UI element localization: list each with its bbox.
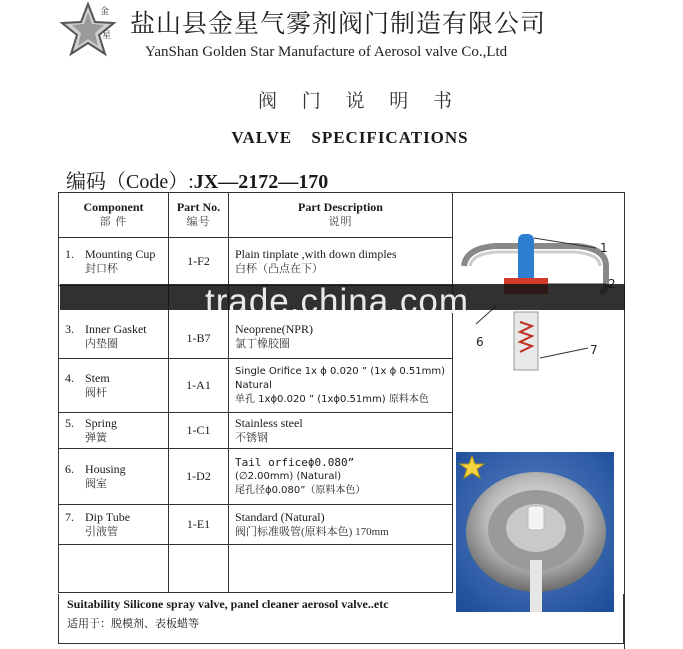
description-cell: Plain tinplate ,with down dimples 白杯（凸点在下）	[229, 238, 453, 286]
table-header-row	[59, 193, 453, 238]
table-row	[59, 359, 453, 413]
component-cell: 3. Inner Gasket 内垫圈	[59, 286, 169, 359]
table-row	[59, 413, 453, 449]
part-no-cell: 1-B7	[169, 286, 229, 359]
part-no-cell: 1-F2	[169, 238, 229, 286]
diagram-label: 1	[600, 241, 608, 255]
housing-shape	[514, 312, 538, 370]
suitability-en: Suitability Silicone spray valve, panel cleaner aerosol valve..etc	[67, 597, 389, 611]
table-row	[59, 505, 453, 545]
suitability-cn: 适用于：脱模剂、表板蜡等	[67, 618, 199, 630]
code-label: 编码（Code）:	[66, 171, 194, 193]
part-no-cell: 1-E1	[169, 505, 229, 545]
table-row-empty	[59, 545, 453, 593]
part-no-cell: 1-C1	[169, 413, 229, 449]
suitability-section	[58, 594, 624, 644]
part-no-cell: 1-A1	[169, 359, 229, 413]
code-value: JX—2172—170	[193, 171, 329, 193]
spec-table	[58, 192, 453, 593]
part-no-cell: 1-D2	[169, 449, 229, 505]
company-name-cn: 盐山县金星气雾剂阀门制造有限公司	[130, 11, 547, 38]
component-cell: 6. Housing 阀室	[59, 449, 169, 505]
description-cell: Standard (Natural) 阀门标准吸管(原料本色) 170mm	[229, 505, 453, 545]
component-cell: 7. Dip Tube 引液管	[59, 505, 169, 545]
svg-text:星: 星	[102, 31, 112, 41]
document-title-cn: 阀 门 说 明 书	[257, 91, 462, 112]
description-cell: Tail orficeϕ0.080” (∅2.00mm) (Natural) 尾孔径ϕ0.080”（原料本色）	[229, 449, 453, 505]
header-description: Part Description 说明	[229, 193, 453, 238]
description-cell: Neoprene(NPR) 氯丁橡胶圈	[229, 286, 453, 359]
component-cell: 5. Spring 弹簧	[59, 413, 169, 449]
diagram-label: 6	[476, 335, 484, 349]
table-row	[59, 238, 453, 286]
document-title-en: VALVE SPECIFICATIONS	[231, 128, 469, 147]
component-cell: 4. Stem 阀杆	[59, 359, 169, 413]
valve-product-photo	[456, 452, 614, 612]
company-logo	[58, 2, 118, 58]
product-code	[66, 165, 328, 194]
header-part-no: Part No. 编号	[169, 193, 229, 238]
watermark-text: trade.china.com	[205, 282, 470, 321]
component-cell: 1. Mounting Cup 封口杯	[59, 238, 169, 286]
description-cell: Single Orifice 1x ϕ 0.020 ” (1x ϕ 0.51mm) Natural 单孔 1xϕ0.020 ” (1xϕ0.51mm) 原料本色	[229, 359, 453, 413]
table-row	[59, 449, 453, 505]
logo-text: 金	[100, 7, 110, 17]
header-component: Component 部 件	[59, 193, 169, 238]
diagram-label: 7	[590, 343, 598, 357]
description-cell: Stainless steel 不锈钢	[229, 413, 453, 449]
company-name-en: YanShan Golden Star Manufacture of Aerosol valve Co.,Ltd	[145, 44, 508, 60]
